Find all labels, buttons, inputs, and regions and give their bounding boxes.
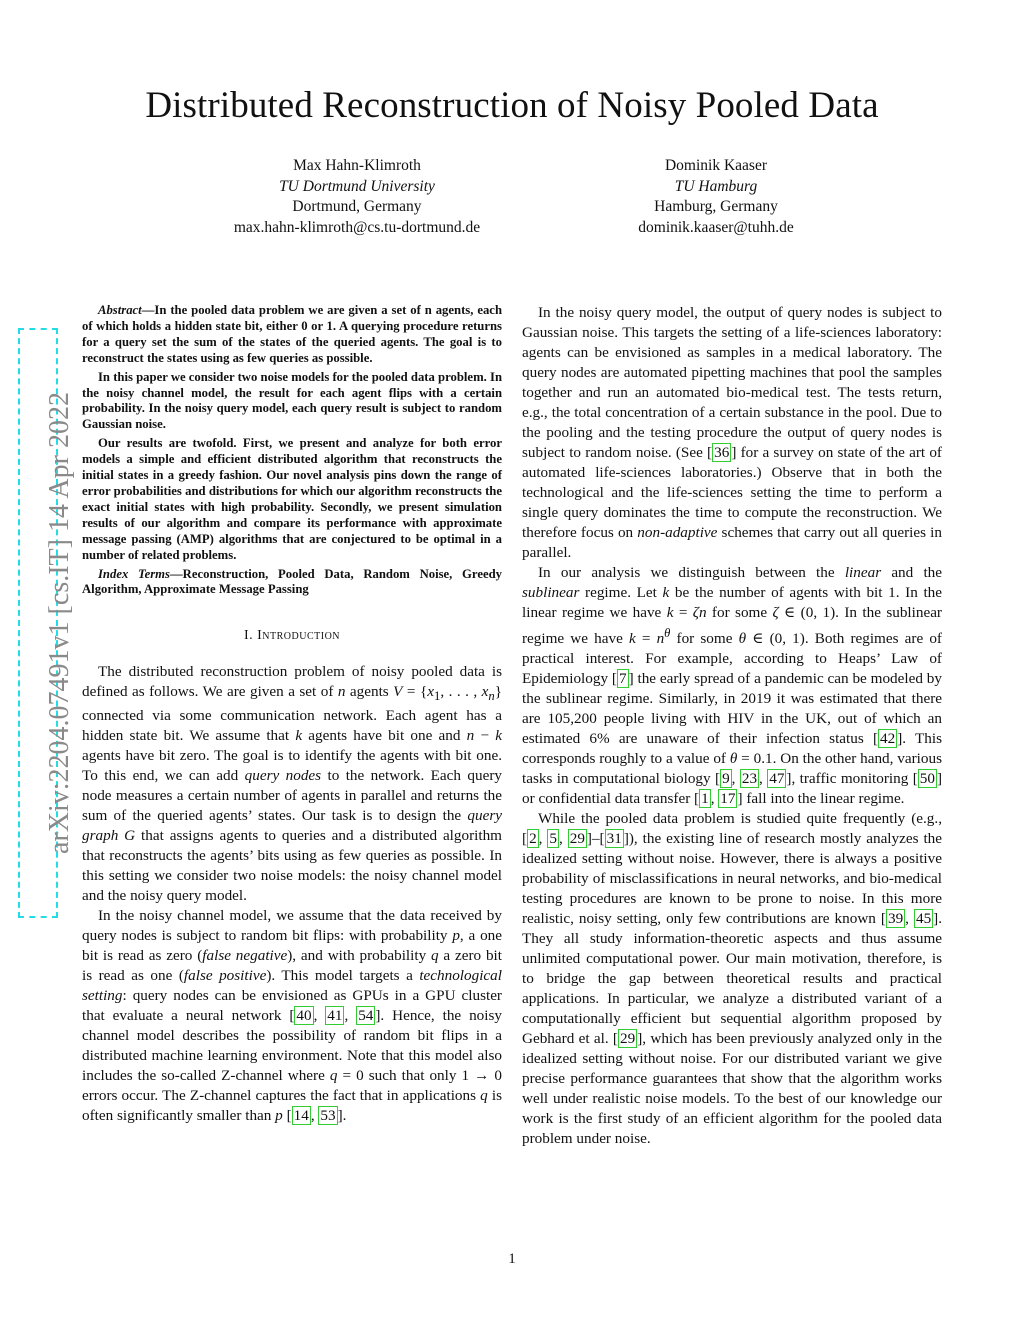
author-affiliation: TU Dortmund University (279, 177, 435, 195)
abstract-paragraph-2: In this paper we consider two noise models for the pooled data problem. In the noisy channel model, the result for each agent flips with a certain probability. In the noisy query model, each query result is subject to random Gaussian noise. (82, 369, 502, 432)
citation-link[interactable]: 2 (529, 830, 537, 848)
section-title: Introduction (257, 628, 341, 644)
citation-link[interactable]: 42 (880, 730, 896, 748)
citation-link[interactable]: 29 (569, 830, 585, 848)
body-paragraph: In the noisy query model, the output of query nodes is subject to Gaussian noise. This targets the setting of a life-sciences laboratory: agents can be envisioned as samples in a medical laboratory. The query nodes are automated pipetting machines that pool the samples together and run an automated bio-medical test. The tests return, e.g., the total concentration of a certain substance in the pool. Due to the pooling and the testing procedure the output of query nodes is subject to random noise. (See [ 36 ] for a survey on state of the art of automated life-sciences laboratories.) Observe that in both the technological and the life-sciences setting the time to perform a single query dominates the time to compute the reconstruction. We therefore focus on non-adaptive schemes that carry out all queries in parallel. (522, 304, 942, 561)
index-terms-text: —Reconstruction, Pooled Data, Random Noise, Greedy Algorithm, Approximate Message Passing (82, 566, 502, 597)
citation-link[interactable]: 54 (358, 1007, 374, 1025)
citation-link[interactable]: 50 (919, 770, 935, 788)
author-name: Dominik Kaaser (664, 157, 767, 174)
body-paragraph: In our analysis we distinguish between the linear and the sublinear regime. Let k be the number of agents with bit 1. In the linear regime we have k = ζn for some ζ ∈ (0, 1). In the sublinear regime we have $k = n^\theta$ for some θ ∈ (0, 1). Both regimes are of practical interest. For example, according to Heaps’ Law of Epidemiology [ 7 ] the early spread of a pandemic can be modeled by the sublinear regime. Similarly, in 2019 it was estimated that there are 105,200 people living with HIV in the UK, out of which an estimated 6% are unaware of their infection status [ 42 ]. This corresponds roughly to a value of θ = 0.1. On the other hand, various tasks in computational biology [ 9 , 23 , 47 ], traffic monitoring [ 50 ] or confidential data transfer [ 1 , 17 ] fall into the linear regime. (522, 564, 943, 808)
left-column (82, 303, 502, 1126)
body-paragraph: In the noisy channel model, we assume that the data received by query nodes is subject to random bit flips: with probability p, a one bit is read as zero (false negative), and with probability q a zero bit is read as one (false positive). This model targets a technological setting: query nodes can be envisioned as GPUs in a GPU cluster that evaluate a neural network [ 40 , 41 , 54 ]. Hence, the noisy channel model describes the possibility of random bit flips in a distributed machine learning environment. Note that this model also includes the so-called Z-channel where q = 0 such that only 1 → 0 errors occur. The Z-channel captures the fact that in applications q is often significantly smaller than p [ 14 , 53 ]. (82, 907, 502, 1125)
author-affiliation: TU Hamburg (674, 177, 758, 195)
abstract-label: Abstract (98, 303, 142, 317)
citation-link[interactable]: 23 (741, 770, 758, 788)
citation-link[interactable]: 5 (549, 830, 557, 848)
paper-title: Distributed Reconstruction of Noisy Pooled Data (145, 85, 879, 126)
citation-link[interactable]: 45 (915, 910, 932, 928)
citation-link[interactable]: 7 (618, 670, 627, 688)
body-paragraph: While the pooled data problem is studied quite frequently (e.g., [ 2 , 5 , 29 ]–[ 31 ]), the existing line of research mostly analyzes the idealized setting without noise. However, there is always a positive probability of misclassifications in neural networks, and bio-medical testing procedures are known to be prone to noise. In this more realistic, noisy setting, only few contributions are known [ 39 , 45 ]. They all study information-theoretic aspects and thus assume unlimited computational power. Our main motivation, therefore, is to bridge the gap between theoretical results and practical applications. In particular, we analyze a distributed variant of a computationally efficient but sequential algorithm proposed by Gebhard et al. [ 29 ], which has been previously analyzed only in the idealized setting without noise. For our distributed variant we give precise performance guarantees that show that the algorithm works well under realistic noise models. To the best of our knowledge our work is the first study of an efficient algorithm for the pooled data problem under noise. (522, 810, 943, 1148)
citation-link[interactable]: 9 (722, 770, 730, 788)
abstract-paragraph-1 (82, 303, 502, 367)
author-block-2 (566, 156, 866, 238)
citation-link[interactable]: 47 (769, 770, 785, 788)
page-number: 1 (508, 1251, 516, 1267)
citation-link[interactable]: 14 (293, 1107, 309, 1125)
author-location: Hamburg, Germany (654, 198, 778, 215)
citation-link[interactable]: 17 (720, 790, 736, 808)
abstract-text-1: —In the pooled data problem we are given a set of n agents, each of which holds a hidden state bit, either 0 or 1. A querying procedure returns for a query set the sum of the states of the queried agents. The goal is to reconstruct the states using as few queries as possible. (82, 303, 502, 365)
arxiv-identifier: arXiv:2204.07491v1 [cs.IT] 14 Apr 2022 (44, 392, 75, 854)
author-email: max.hahn-klimroth@cs.tu-dortmund.de (233, 218, 481, 236)
author-email: dominik.kaaser@tuhh.de (638, 218, 794, 236)
author-block-1 (207, 156, 507, 238)
citation-link[interactable]: 39 (887, 910, 904, 928)
citation-link[interactable]: 36 (714, 444, 730, 461)
citation-link[interactable]: 41 (327, 1007, 343, 1025)
index-terms (82, 567, 502, 599)
abstract-paragraph-3: Our results are twofold. First, we present and analyze for both error models a simple and efficient distributed algorithm that reconstructs the initial states in a greedy fashion. Our novel analysis pins down the range of error probabilities and distributions for which our algorithm reconstructs the exact initial states with high probability. Secondly, we present simulation results of our algorithm and compare its performance with approximate message passing (AMP) algorithms that are conjectured to be optimal in a number of related problems. (82, 436, 502, 562)
citation-link[interactable]: 1 (701, 790, 709, 808)
author-name: Max Hahn-Klimroth (293, 157, 421, 174)
citation-link[interactable]: 29 (620, 1030, 636, 1048)
index-terms-label: Index Terms (98, 566, 170, 581)
body-paragraph: The distributed reconstruction problem of noisy pooled data is defined as follows. We are given a set of n agents $V = \{x_1$, . . . , $x_n$} connected via some communication network. Each agent has a hidden state bit. We assume that k agents have bit one and n − k agents have bit zero. The goal is to identify the agents with bit one. To this end, we can add query nodes to the network. Each query node measures a certain number of agents in parallel and returns the sum of the queried agents’ states. Our task is to design the query graph G that assigns agents to queries and a distributed algorithm that reconstructs the agents’ bits using as few queries as possible. In this setting we consider two noise models: the noisy channel model and the noisy query model. (82, 663, 502, 905)
author-location: Dortmund, Germany (292, 198, 422, 215)
citation-link[interactable]: 40 (296, 1007, 312, 1025)
citation-link[interactable]: 53 (320, 1107, 336, 1125)
right-column (522, 303, 942, 1149)
citation-link[interactable]: 31 (606, 830, 622, 848)
section-heading: I. Introduction (243, 628, 341, 644)
